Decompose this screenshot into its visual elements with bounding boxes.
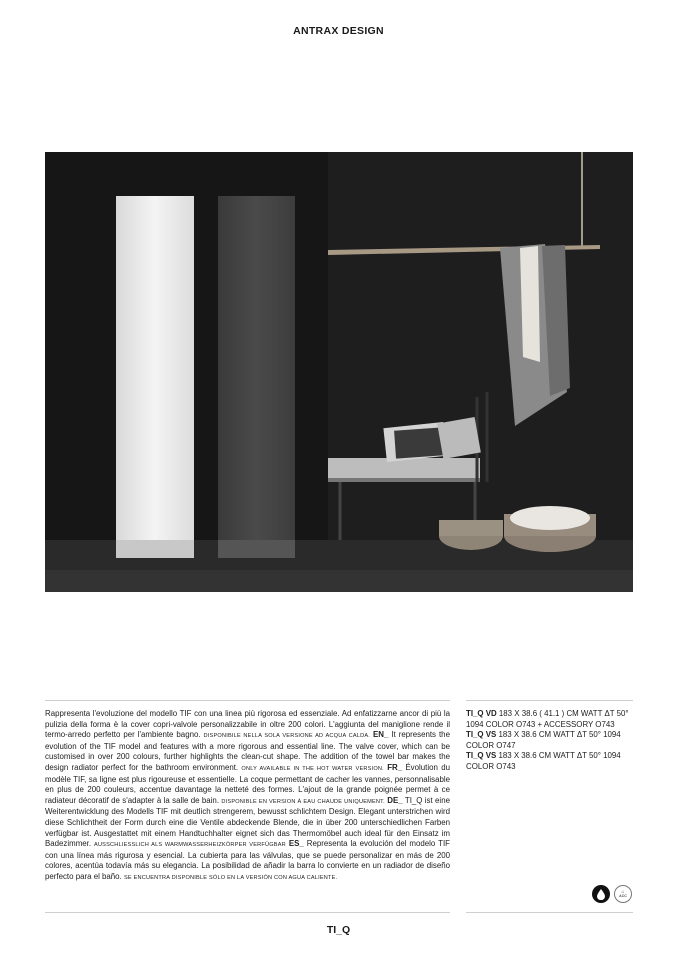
desc-en: It represents the evolution of the TIF model and features with a more rigorous and essential line. The valve cover, which can be customised in over 200 colours, further highlights the clean-cut shape. The addition of the towel bar makes the design radiator perfect for the bathroom environment. [45,730,450,772]
product-description [45,709,450,884]
label-de: DE_ [387,795,403,805]
water-drop-icon [592,885,610,903]
acc-label: ACC [619,894,627,898]
desc-it-note: DISPONIBILE NELLA SOLA VERSIONE AD ACQUA CALDA. [203,733,371,740]
product-name: TI_Q [326,924,351,936]
spec-text: 183 X 38.6 CM WATT ΔT 50° 1094 COLOR O747 [466,730,621,750]
product-photo [45,152,633,592]
desc-es: Representa la evolución del modelo TIF con una línea más rigurosa y esencial. La cubierta para las válvulas, que se puede personalizar en más de 200 colores, acentúa todavía más su elegancia. La posibilidad de añadir la barra lo convierte en un radiador de diseño perfecto para el baño. [45,839,450,881]
acc-icon: ⌂ ACC [614,885,632,903]
brand-header: ANTRAX DESIGN [293,25,384,37]
spec-list [466,709,636,773]
spec-model: TI_Q VS [466,730,497,740]
spec-model: TI_Q VS [466,751,497,761]
desc-en-note: ONLY AVAILABLE IN THE HOT WATER VERSION. [241,765,384,772]
spec-text: 183 X 38.6 ( 41.1 ) CM WATT ΔT 50° 1094 COLOR O743 + ACCESSORY O743 [466,709,629,729]
desc-es-note: SE ENCUENTRA DISPONIBLE SÓLO EN LA VERSIÓN CON AGUA CALIENTE. [123,874,338,881]
divider-bottom-left [45,912,450,913]
label-es: ES_ [288,839,304,849]
desc-it: Rappresenta l'evoluzione del modello TIF con una linea più rigorosa ed essenziale. Ad enfatizzarne ancor di più la pulizia della forma è la cover copri-valvole personalizzabile in oltre 200 colori. L'aggiunta del maniglione rende il termo-arredo perfetto per l'ambiente bagno. [45,709,450,740]
spec-text: 183 X 38.6 CM WATT ΔT 50° 1094 COLOR O743 [466,751,621,771]
desc-de: TI_Q ist eine Weiterentwicklung des Modells TIF mit deutlich strengerem, bewusst schlichtem Design. Elegant unterstrichen wird diese Schlichtheit der Form durch eine die Ventile abdeckende Blende, die in über 200 unterschiedlichen Farben verfügbar ist. Ausgestattet mit einem Handtuchhalter eignet sich das Thermomöbel auch ideal für den Einsatz im Badezimmer. [45,795,450,849]
label-en: EN_ [373,730,389,740]
desc-fr-note: DISPONIBLE EN VERSION À EAU CHAUDE UNIQUEMENT. [221,798,385,805]
label-fr: FR_ [387,762,403,772]
spec-item [466,751,636,772]
spec-item [466,709,636,730]
divider-bottom-right [466,912,633,913]
desc-de-note: AUSSCHLIESSLICH ALS WARMWASSERHEIZKÖRPER VERFÜGBAR [94,842,286,849]
divider-right [466,700,633,701]
spec-model: TI_Q VD [466,709,497,718]
spec-item [466,730,636,751]
desc-fr: Évolution du modèle TIF, sa ligne est plus rigoureuse et essentielle. La coque permettant de cacher les vannes, personnalisable en plus de 200 couleurs, accentue davantage la netteté des formes. L'ajout de la grande poignée permet à ce radiateur décoratif de s'adapter à la salle de bain. [45,762,450,805]
feature-icons [592,885,632,903]
divider-left [45,700,450,701]
